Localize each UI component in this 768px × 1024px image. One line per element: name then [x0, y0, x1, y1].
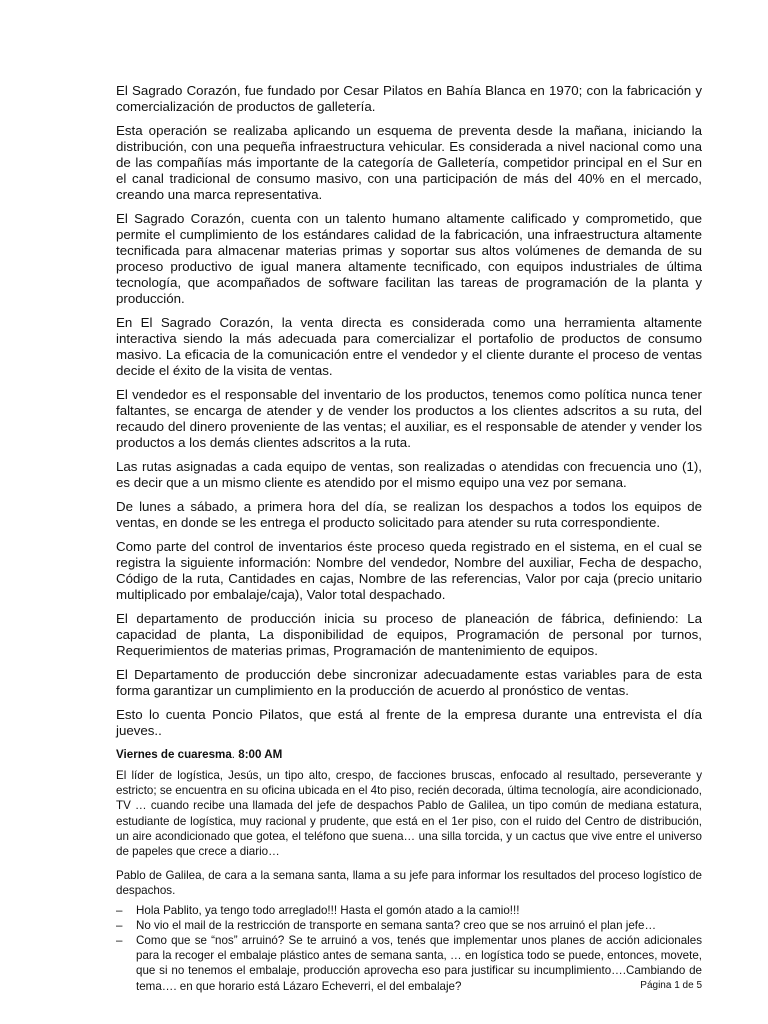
dash-marker: – [116, 934, 123, 948]
body-paragraph: Esto lo cuenta Poncio Pilatos, que está al frente de la empresa durante una entrevista el día jueves.. [116, 707, 702, 738]
dialogue-text: Como que se “nos” arruinó? Se te arruinó a vos, tenés que implementar unos planes de acción adicionales para la recoger el embalaje plástico antes de semana santa, … en logística todo se puede, entonces, movete, que si no tenemos el embalaje, producción aprovecha eso para justificar su incumplimiento….Cambiando de tema…. en que horario está Lázaro Echeverri, el del embalaje? [136, 934, 702, 993]
page-number: Página 1 de 5 [640, 980, 702, 991]
dialogue-line [116, 933, 702, 994]
page-content [116, 83, 702, 994]
dialogue-line [116, 903, 702, 918]
body-paragraph: El vendedor es el responsable del inventario de los productos, tenemos como política nunca tener faltantes, se encarga de atender y de vender los productos a los clientes adscritos a su ruta, del recaudo del dinero proveniente de las ventas; el auxiliar, es el responsable de atender y vender los productos a los demás clientes adscritos a la ruta. [116, 387, 702, 450]
narrative-paragraph: El líder de logística, Jesús, un tipo alto, crespo, de facciones bruscas, enfocado al resultado, perseverante y estricto; se encuentra en su oficina ubicada en el 4to piso, recién decorada, última tecnología, aire acondicionado, TV … cuando recibe una llamada del jefe de despachos Pablo de Galilea, un tipo común de mediana estatura, estudiante de logística, muy racional y prudente, que está en el 1er piso, con el ruido del Centro de distribución, un aire acondicionado que gotea, el teléfono que suena… una silla torcida, y un cactus que vive entre el universo de papeles que crece a diario… [116, 769, 702, 859]
body-paragraph: Como parte del control de inventarios éste proceso queda registrado en el sistema, en el cual se registra la siguiente información: Nombre del vendedor, Nombre del auxiliar, Fecha de despacho, Código de la ruta, Cantidades en cajas, Nombre de las referencias, Valor por caja (precio unitario multiplicado por embalaje/caja), Valor total despachado. [116, 539, 702, 602]
section-heading-time: 8:00 AM [238, 748, 283, 761]
dash-marker: – [116, 918, 123, 932]
body-paragraph: Esta operación se realizaba aplicando un esquema de preventa desde la mañana, iniciando la distribución, con una pequeña infraestructura vehicular. Es considerada a nivel nacional como una de las compañías más importante de la categoría de Galletería, competidor principal en el Sur en el canal tradicional de consumo masivo, con una participación de más del 40% en el mercado, creando una marca representativa. [116, 123, 702, 202]
body-paragraph: De lunes a sábado, a primera hora del día, se realizan los despachos a todos los equipos de ventas, en donde se les entrega el producto solicitado para atender su ruta correspondiente. [116, 499, 702, 530]
dialogue-text: No vio el mail de la restricción de transporte en semana santa? creo que se nos arruinó el plan jefe… [136, 918, 657, 932]
section-heading-day: Viernes de cuaresma [116, 748, 232, 761]
dialogue-text: Hola Pablito, ya tengo todo arreglado!!! Hasta el gomón atado a la camio!!! [136, 903, 520, 917]
body-paragraph: El Departamento de producción debe sincronizar adecuadamente estas variables para de esta forma garantizar un cumplimiento en la producción de acuerdo al pronóstico de ventas. [116, 667, 702, 698]
body-paragraph: El Sagrado Corazón, fue fundado por Cesar Pilatos en Bahía Blanca en 1970; con la fabricación y comercialización de productos de galletería. [116, 83, 702, 114]
body-paragraph: El Sagrado Corazón, cuenta con un talento humano altamente calificado y comprometido, que permite el cumplimiento de los estándares calidad de la fabricación, una infraestructura altamente tecnificada para almacenar materias primas y soportar sus altos volúmenes de demanda de su proceso productivo de igual manera altamente tecnificado, con equipos industriales de última tecnología, que acompañados de software facilitan las tareas de programación de la planta y producción. [116, 211, 702, 306]
body-paragraph: El departamento de producción inicia su proceso de planeación de fábrica, definiendo: La capacidad de planta, La disponibilidad de equipos, Programación de personal por turnos, Requerimientos de materias primas, Programación de mantenimiento de equipos. [116, 611, 702, 658]
body-paragraph: En El Sagrado Corazón, la venta directa es considerada como una herramienta altamente interactiva siendo la más adecuada para comercializar el portafolio de productos de consumo masivo. La eficacia de la comunicación entre el vendedor y el cliente durante el proceso de ventas decide el éxito de la visita de ventas. [116, 315, 702, 378]
dash-marker: – [116, 903, 123, 917]
section-heading [116, 747, 702, 762]
body-paragraph: Las rutas asignadas a cada equipo de ventas, son realizadas o atendidas con frecuencia uno (1), es decir que a un mismo cliente es atendido por el mismo equipo una vez por semana. [116, 459, 702, 490]
narrative-paragraph: Pablo de Galilea, de cara a la semana santa, llama a su jefe para informar los resultados del proceso logístico de despachos. [116, 869, 702, 898]
section-heading-separator: . [231, 748, 239, 761]
dialogue-line [116, 918, 702, 933]
dialogue-list [116, 903, 702, 994]
